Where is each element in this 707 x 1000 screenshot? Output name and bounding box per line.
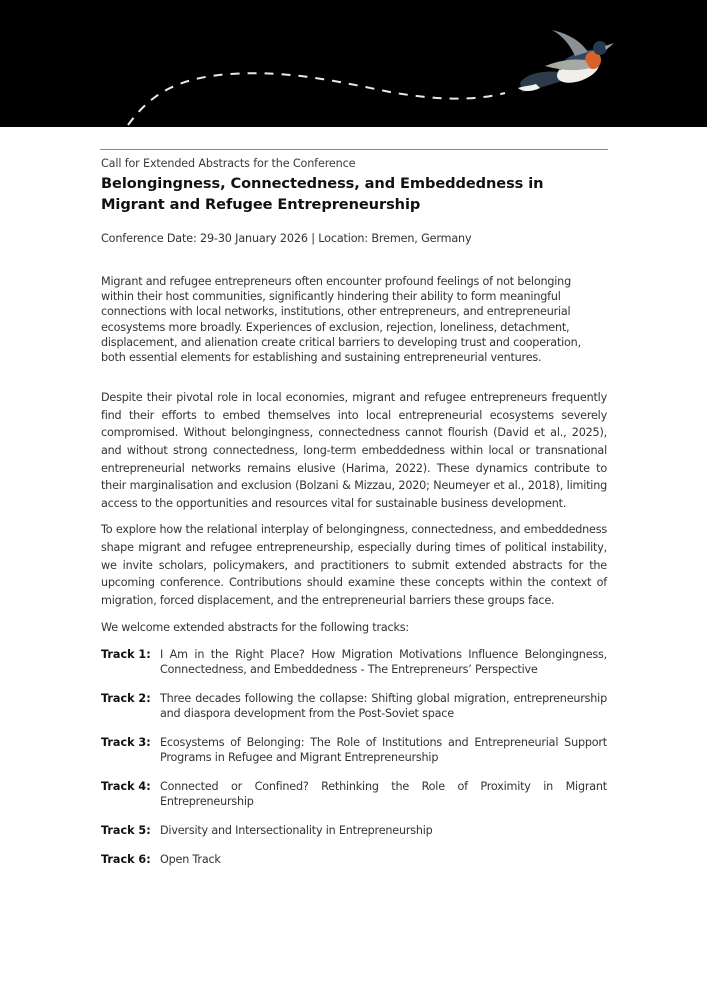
intro-paragraph: Migrant and refugee entrepreneurs often encounter profound feelings of not belonging within their host communities, significantly hindering their ability to form meaningful connections with local networks, institutions, other entrepreneurs, and entrepreneurial ecosystems more broadly. Experiences of exclusion, rejection, loneliness, detachment, displacement, and alienation create critical barriers to developing trust and cooperation, both essential elements for establishing and sustaining entrepreneurial ventures. xyxy=(101,275,581,365)
track-title: Connected or Confined? Rethinking the Role of Proximity in Migrant Entrepreneurship xyxy=(160,780,607,809)
header-banner xyxy=(0,0,707,127)
track-label: Track 5: xyxy=(101,824,151,838)
track-item xyxy=(101,823,607,838)
track-item xyxy=(101,691,607,721)
track-item xyxy=(101,735,607,765)
call-for-abstracts xyxy=(101,156,607,881)
track-item xyxy=(101,852,607,867)
track-label: Track 2: xyxy=(101,692,151,706)
track-title: Diversity and Intersectionality in Entrepreneurship xyxy=(160,824,433,838)
document-kicker: Call for Extended Abstracts for the Conference xyxy=(101,157,356,170)
track-label: Track 1: xyxy=(101,648,151,662)
track-title: Three decades following the collapse: Shifting global migration, entrepreneurship and diaspora development from the Post-Soviet space xyxy=(160,692,607,721)
track-item xyxy=(101,647,607,677)
track-title: Ecosystems of Belonging: The Role of Institutions and Entrepreneurial Support Programs in Refugee and Migrant Entrepreneurship xyxy=(160,736,607,765)
document-title: Belongingness, Connectedness, and Embeddedness in Migrant and Refugee Entrepreneurship xyxy=(101,175,544,213)
track-title: Open Track xyxy=(160,853,221,867)
tracks-list xyxy=(101,647,607,867)
conference-date-location: Conference Date: 29-30 January 2026 | Location: Bremen, Germany xyxy=(101,232,472,245)
invitation-paragraph: To explore how the relational interplay of belongingness, connectedness, and embeddedness shape migrant and refugee entrepreneurship, especially during times of political instability, we invite scholars, policymakers, and practitioners to submit extended abstracts for the upcoming conference. Contributions should examine these concepts within the context of migration, forced displacement, and the entrepreneurial barriers these groups face. xyxy=(101,523,607,607)
track-label: Track 3: xyxy=(101,736,151,750)
tracks-intro: We welcome extended abstracts for the following tracks: xyxy=(101,621,409,635)
track-label: Track 4: xyxy=(101,780,151,794)
dashed-flight-path xyxy=(128,73,505,125)
header-divider xyxy=(100,149,608,150)
track-item xyxy=(101,779,607,809)
bird-icon xyxy=(518,30,614,92)
track-label: Track 6: xyxy=(101,853,151,867)
track-title: I Am in the Right Place? How Migration Motivations Influence Belongingness, Connectedness, and Embeddedness - The Entrepreneurs’ Perspective xyxy=(160,648,607,677)
banner-illustration xyxy=(0,0,707,127)
context-paragraph: Despite their pivotal role in local economies, migrant and refugee entrepreneurs frequently find their efforts to embed themselves into local entrepreneurial ecosystems severely compromised. Without belongingness, connectedness cannot flourish (David et al., 2025), and without strong connectedness, long-term embeddedness within local or transnational entrepreneurial networks remains elusive (Harima, 2022). These dynamics contribute to their marginalisation and exclusion (Bolzani & Mizzau, 2020; Neumeyer et al., 2018), limiting access to the opportunities and resources vital for sustainable business development. xyxy=(101,391,607,510)
